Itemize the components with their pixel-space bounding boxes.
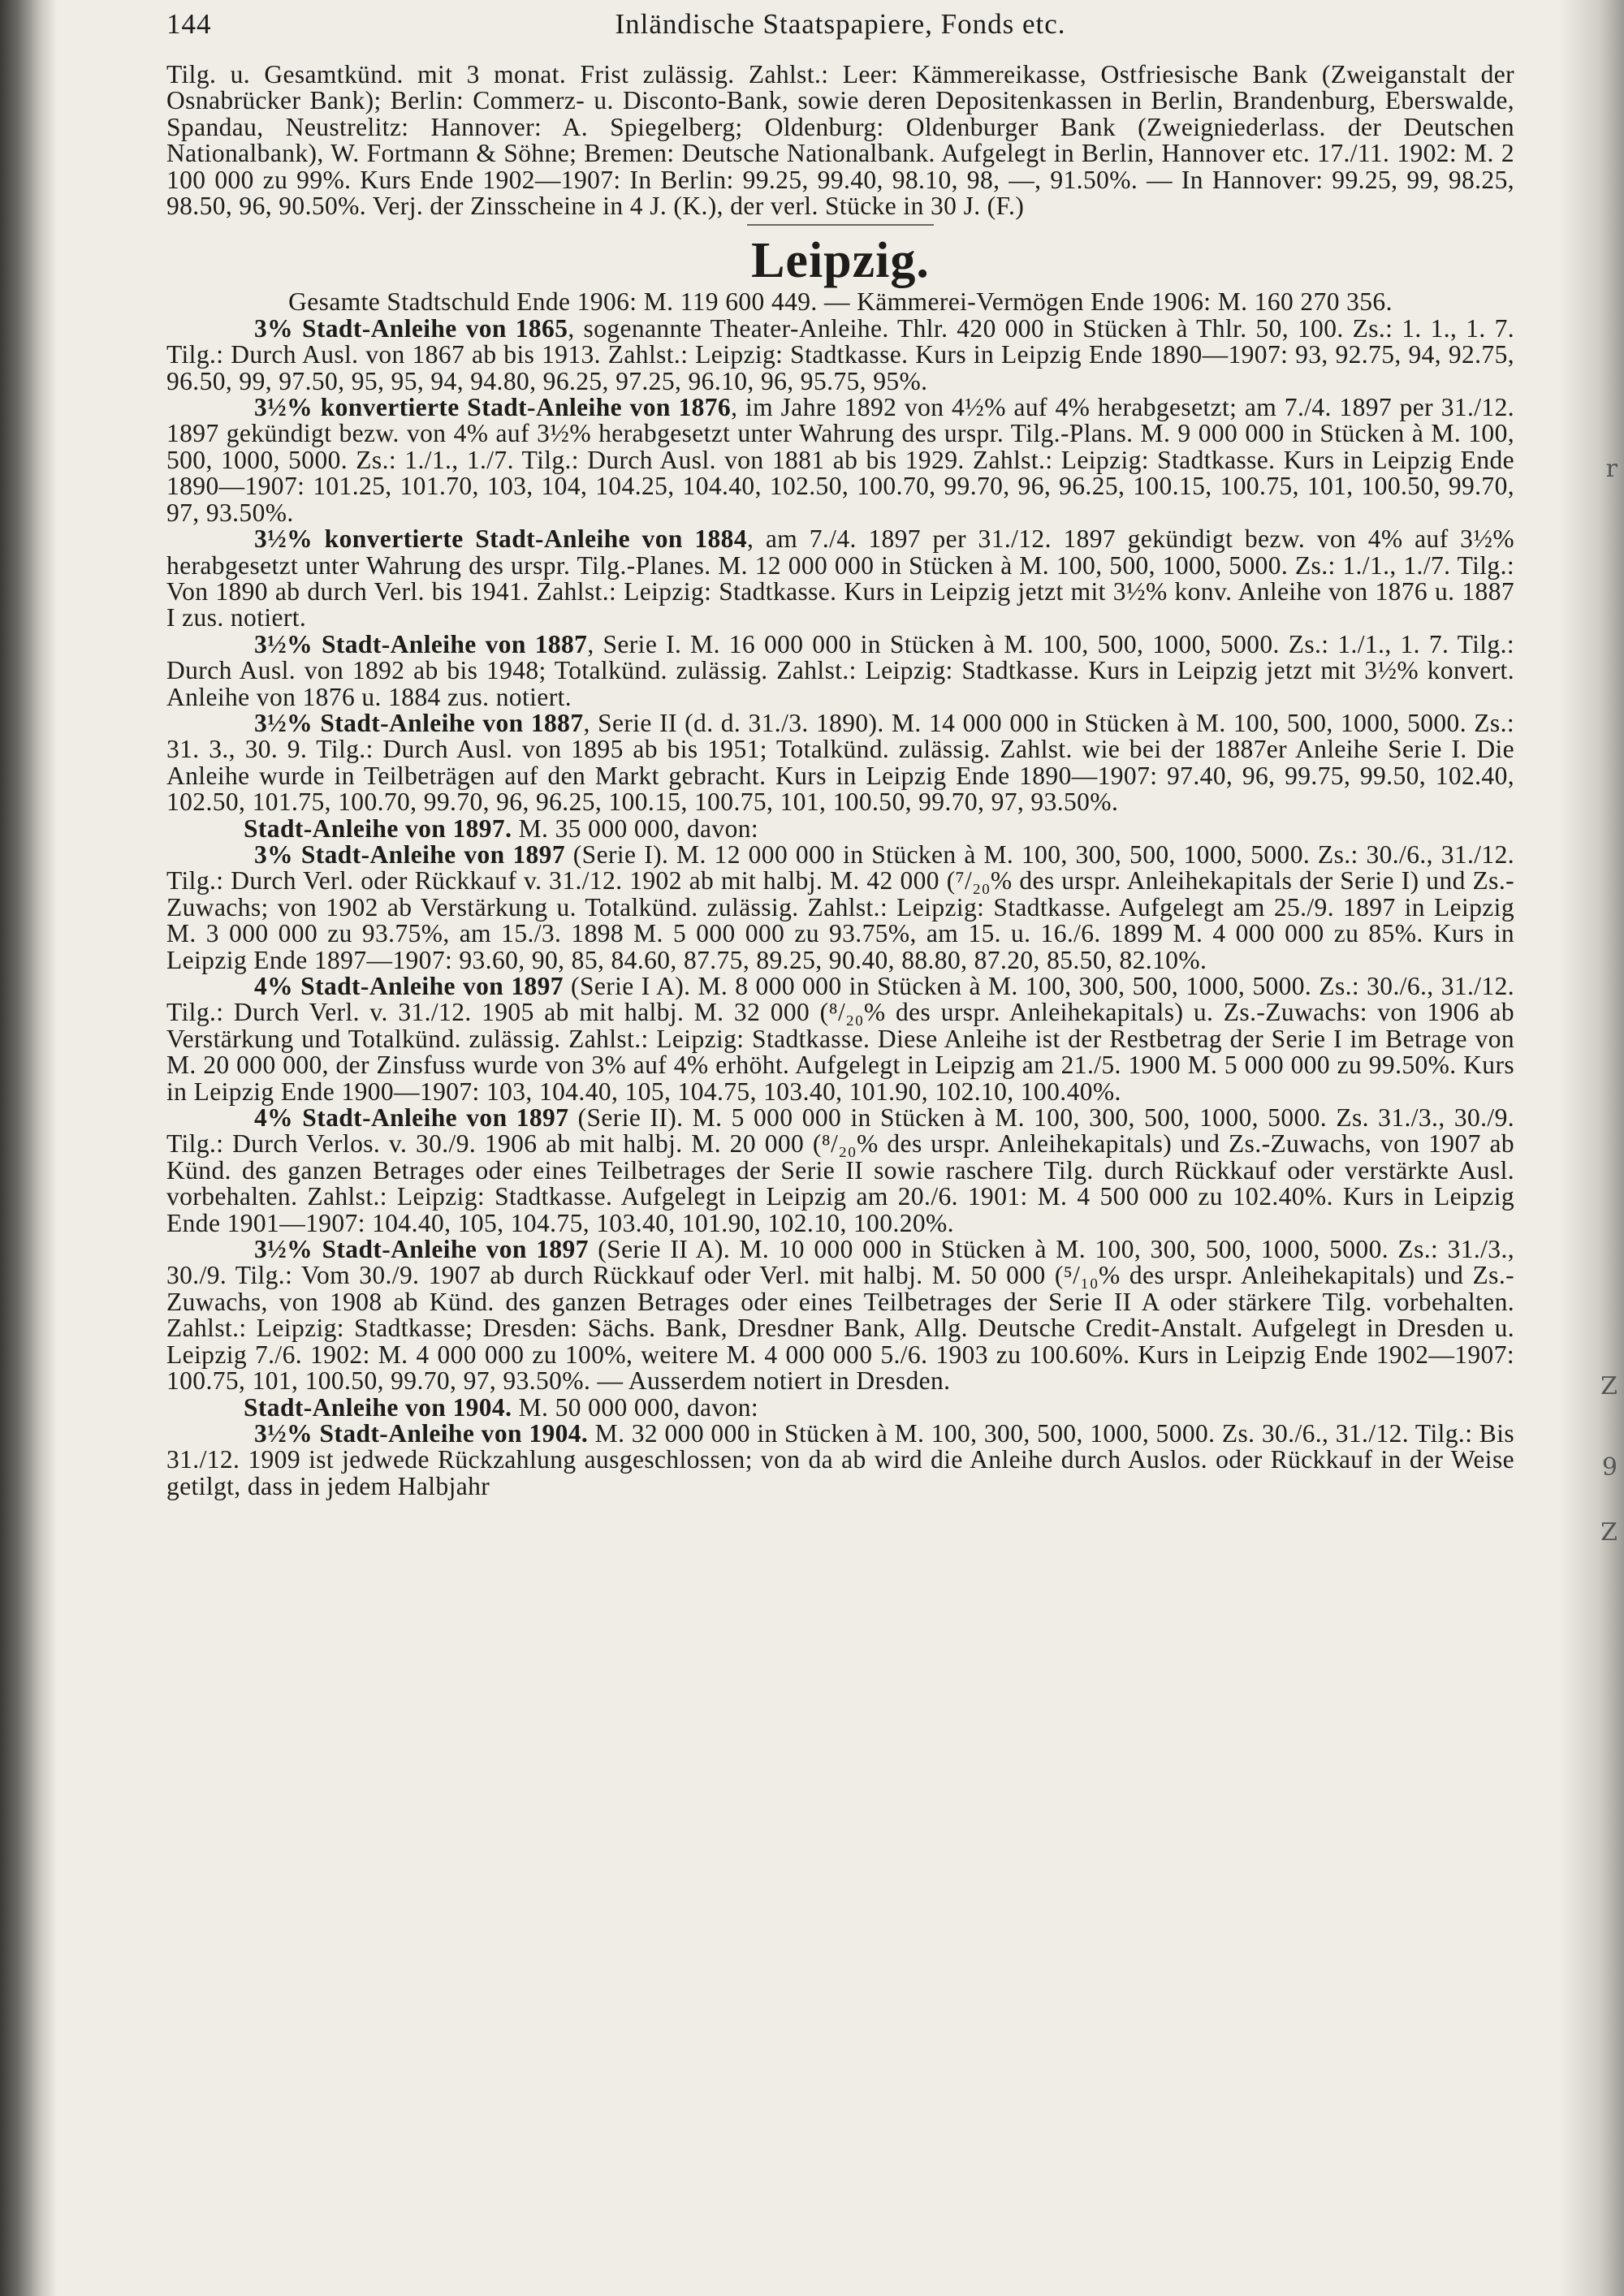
city-heading: Leipzig. (751, 233, 930, 289)
loan-heading: 3½% Stadt-Anleihe von 1887 (254, 629, 588, 658)
debt-summary: Gesamte Stadtschuld Ende 1906: M. 119 600 449. — Kämmerei-Vermögen Ende 1906: M. 160 270 356. (288, 287, 1393, 317)
loan-heading: 4% Stadt-Anleihe von 1897 (254, 972, 564, 1000)
loan-text: , im Jahre 1892 von 4½% auf 4% herabgesetzt; am 7./4. 1897 per 31./12. 1897 gekündigt bezw. von 4% auf 3½% herabgesetzt unter Wahrung des urspr. Tilg.-Plans. M. 9 000 000 in Stücken à M. 100, 500, 1000, 5000. Zs.: 1./1., 1./7. Tilg.: Durch Ausl. von 1881 ab bis 1929. Zahlst.: Leipzig: Stadtkasse. Kurs in Leipzig Ende 1890—1907: 101.25, 101.70, 103, 104, 104.25, 104.40, 102.50, 100.70, 99.70, 96, 96.25, 100.15, 100.75, 101, 100.50, 99.70, 97, 93.50%. (166, 393, 1515, 527)
page-content (166, 0, 1514, 1500)
facing-page-fragment: r (1605, 455, 1618, 483)
loan-entry (166, 313, 1514, 395)
loan-text: (Serie II A). M. 10 000 000 in Stücken à M. 100, 300, 500, 1000, 5000. Zs.: 31./3., 30./9. Tilg.: Vom 30./9. 1907 ab durch Rückkauf oder Verl. mit halbj. M. 50 000 (⁵/₁₀% des urspr. Anleihekapitals) und Zs.-Zuwachs, von 1908 ab Künd. des ganzen Betrages oder eines Teilbetrages der Serie II A oder stärkere Tilg. vorbehalten. Zahlst.: Leipzig: Stadtkasse; Dresden: Sächs. Bank, Dresdner Bank, Allg. Deutsche Credit-Anstalt. Aufgelegt in Dresden u. Leipzig 7./6. 1902: M. 4 000 000 zu 100%, weitere M. 4 000 000 5./6. 1903 zu 100.60%. Kurs in Leipzig Ende 1902—1907: 100.75, 101, 100.50, 99.70, 97, 93.50%. — Ausserdem notiert in Dresden. (166, 1235, 1515, 1396)
facing-page-fragment: Z (1600, 1518, 1618, 1547)
loan-text: (Serie II). M. 5 000 000 in Stücken à M. 100, 300, 500, 1000, 5000. Zs. 31./3., 30./9. Tilg.: Durch Verlos. v. 30./9. 1906 ab mit halbj. M. 20 000 (⁸/₂₀% des urspr. Anleihekapitals) und Zs.-Zuwachs, von 1907 ab Künd. des ganzen Betrages oder eines Teilbetrages der Serie II sowie raschere Tilg. durch Rückkauf oder verstärkte Ausl. vorbehalten. Zahlst.: Leipzig: Stadtkasse. Aufgelegt in Leipzig am 20./6. 1901: M. 4 500 000 zu 102.40%. Kurs in Leipzig Ende 1901—1907: 104.40, 105, 104.75, 103.40, 101.90, 102.10, 100.20%. (166, 1103, 1515, 1237)
binding-shadow (0, 0, 57, 2296)
group-heading: Stadt-Anleihe von 1904. (244, 1392, 512, 1422)
page-number: 144 (166, 8, 212, 40)
loan-entry (166, 1105, 1514, 1236)
loan-text: , Serie I. M. 16 000 000 in Stücken à M. 100, 500, 1000, 5000. Zs.: 1./1., 1. 7. Tilg.: Durch Ausl. von 1892 ab bis 1948; Totalkünd. zulässig. Zahlst.: Leipzig: Stadtkasse. Kurs in Leipzig jetzt mit 3½% konvert. Anleihe von 1876 u. 1884 zus. notiert. (166, 629, 1514, 711)
loan-entry (166, 973, 1514, 1105)
loan-text: (Serie I A). M. 8 000 000 in Stücken à M. 100, 300, 500, 1000, 5000. Zs.: 30./6., 31./12. Tilg.: Durch Verl. v. 31./12. 1905 ab mit halbj. M. 32 000 (⁸/₂₀% des urspr. Anleihekapitals) u. Zs.-Zuwachs: von 1906 ab Verstärkung und Totalkünd. zulässig. Zahlst.: Leipzig: Stadtkasse. Diese Anleihe ist der Restbetrag der Serie I im Betrage von M. 20 000 000, der Zinsfuss wurde von 3% auf 4% erhöht. Aufgelegt in Leipzig am 21./5. 1900 M. 5 000 000 zu 99.50%. Kurs in Leipzig Ende 1900—1907: 103, 104.40, 105, 104.75, 103.40, 101.90, 102.10, 100.40%. (166, 972, 1514, 1106)
intro-paragraph: Tilg. u. Gesamtkünd. mit 3 monat. Frist zulässig. Zahlst.: Leer: Kämmereikasse, Ostfriesische Bank (Zweiganstalt der Osnabrücker Bank); Berlin: Commerz- u. Disconto-Bank, sowie deren Depositenkassen in Berlin, Brandenburg, Eberswalde, Spandau, Neustrelitz: Hannover: A. Spiegelberg; Oldenburg: Oldenburger Bank (Zweigniederlass. der Deutschen Nationalbank), W. Fortmann & Söhne; Bremen: Deutsche Nationalbank. Aufgelegt in Berlin, Hannover etc. 17./11. 1902: M. 2 100 000 zu 99%. Kurs Ende 1902—1907: In Berlin: 99.25, 99.40, 98.10, 98, —, 91.50%. — In Hannover: 99.25, 99, 98.25, 98.50, 96, 90.50%. Verj. der Zinsscheine in 4 J. (K.), der verl. Stücke in 30 J. (F.) (166, 60, 1514, 221)
loan-heading: 3% Stadt-Anleihe von 1865 (254, 313, 568, 343)
loan-heading: 3% Stadt-Anleihe von 1897 (254, 839, 565, 869)
group-heading-1904 (166, 1392, 1514, 1422)
group-heading-1897 (166, 816, 1514, 842)
loan-text: , sogenannte Theater-Anleihe. Thlr. 420 000 in Stücken à Thlr. 50, 100. Zs.: 1. 1., 1. 7. Tilg.: Durch Ausl. von 1867 ab bis 1913. Zahlst.: Leipzig: Stadtkasse. Kurs in Leipzig Ende 1890—1907: 93, 92.75, 94, 92.75, 96.50, 99, 97.50, 95, 95, 94, 94.80, 96.25, 97.25, 96.10, 96, 95.75, 95%. (166, 313, 1514, 395)
running-header (166, 5, 1514, 62)
loan-heading: 3½% Stadt-Anleihe von 1887 (254, 708, 584, 737)
loan-heading: 4% Stadt-Anleihe von 1897 (254, 1103, 569, 1133)
loan-heading: 3½% konvertierte Stadt-Anleihe von 1884 (254, 524, 747, 554)
loan-entry (166, 1236, 1514, 1394)
loan-text: , Serie II (d. d. 31./3. 1890). M. 14 000 000 in Stücken à M. 100, 500, 1000, 5000. Zs.: 31. 3., 30. 9. Tilg.: Durch Ausl. von 1895 ab bis 1951; Totalkünd. zulässig. Zahlst. wie bei der 1887er Anleihe Serie I. Die Anleihe wurde in Teilbeträgen auf den Markt gebracht. Kurs in Leipzig Ende 1890—1907: 97.40, 96, 99.75, 99.50, 102.40, 102.50, 101.75, 100.70, 99.70, 96, 96.25, 100.15, 100.75, 101, 100.50, 99.70, 97, 93.50%. (166, 708, 1514, 817)
loan-entry (166, 710, 1514, 816)
facing-page-edge (1559, 0, 1624, 2296)
loan-text: (Serie I). M. 12 000 000 in Stücken à M. 100, 300, 500, 1000, 5000. Zs.: 30./6., 31./12. Tilg.: Durch Verl. oder Rückkauf v. 31./12. 1902 ab mit halbj. M. 42 000 (⁷/₂₀% des urspr. Anleihekapitals der Serie I) und Zs.-Zuwachs; von 1902 ab Verstärkung u. Totalkünd. zulässig. Zahlst.: Leipzig: Stadtkasse. Aufgelegt am 25./9. 1897 in Leipzig M. 3 000 000 zu 93.75%, am 15./3. 1898 M. 5 000 000 zu 93.75%, am 15. u. 16./6. 1899 M. 4 000 000 zu 85%. Kurs in Leipzig Ende 1897—1907: 93.60, 90, 85, 84.60, 87.75, 89.25, 90.40, 88.80, 87.20, 85.50, 82.10%. (166, 839, 1514, 974)
loan-entry (166, 1418, 1515, 1500)
loan-entry (166, 526, 1514, 632)
loan-entry (166, 395, 1514, 526)
loan-heading: 3½% konvertierte Stadt-Anleihe von 1876 (254, 393, 732, 422)
loan-text: , am 7./4. 1897 per 31./12. 1897 gekündigt bezw. von 4% auf 3½% herabgesetzt unter Wahrung des urspr. Tilg.-Planes. M. 12 000 000 in Stücken à M. 100, 500, 1000, 5000. Zs.: 1./1., 1./7. Tilg.: Von 1890 ab durch Verl. bis 1941. Zahlst.: Leipzig: Stadtkasse. Kurs in Leipzig jetzt mit 3½% konv. Anleihe von 1876 u. 1887 I zus. notiert. (166, 524, 1514, 632)
group-text: M. 50 000 000, davon: (512, 1392, 759, 1422)
section-divider (747, 224, 934, 226)
facing-page-fragment: 9 (1601, 1453, 1618, 1482)
loan-text: M. 32 000 000 in Stücken à M. 100, 300, 500, 1000, 5000. Zs. 30./6., 31./12. Tilg.: Bis 31./12. 1909 ist jedwede Rückzahlung ausgeschlossen; von da ab wird die Anleihe durch Auslos. oder Rückkauf in der Weise getilgt, dass in jedem Halbjahr (166, 1418, 1515, 1500)
facing-page-fragment: Z (1600, 1372, 1618, 1400)
loan-entry (166, 839, 1514, 974)
loan-heading: 3½% Stadt-Anleihe von 1904. (254, 1418, 589, 1448)
group-text: M. 35 000 000, davon: (512, 814, 759, 843)
loan-heading: 3½% Stadt-Anleihe von 1897 (254, 1235, 589, 1264)
loan-entry (166, 629, 1514, 711)
group-heading: Stadt-Anleihe von 1897. (244, 814, 512, 843)
running-title: Inländische Staatspapiere, Fonds etc. (615, 8, 1066, 40)
